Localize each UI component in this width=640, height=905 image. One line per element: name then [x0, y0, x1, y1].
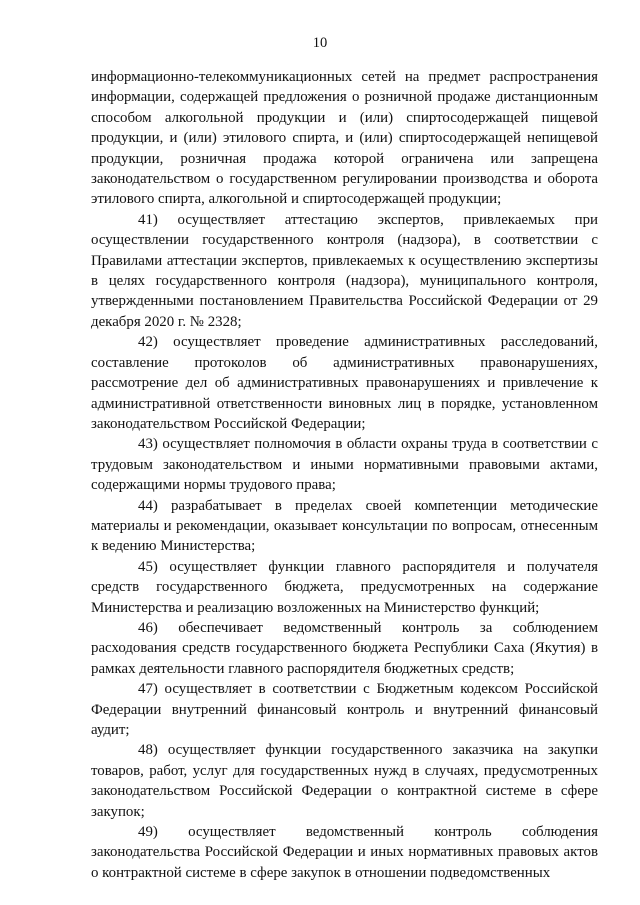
paragraph-item-43: 43) осуществляет полномочия в области охраны труда в соответствии с трудовым законодательством и иными нормативными правовыми актами, содержащими нормы трудового права;: [91, 436, 598, 494]
page-number: 10: [312, 35, 328, 51]
paragraph-item-49: 49) осуществляет ведомственный контроль соблюдения законодательства Российской Федерации и иных нормативных правовых актов о контрактной системе в сфере закупок в отношении подведомственных: [91, 824, 598, 881]
paragraph-item-42: 42) осуществляет проведение административных расследований, составление протоколов об административных правонарушениях, рассмотрение дел об административных правонарушениях и привлечение к административной ответственности виновных лиц в порядке, установленном законодательством Российской Федерации;: [91, 334, 598, 432]
paragraph-continuation: информационно-телекоммуникационных сетей на предмет распространения информации, содержащей предложения о розничной продаже дистанционным способом алкогольной продукции и (или) спиртосодержащей пищевой продукции, и (или) этилового спирта, и (или) спиртосодержащей непищевой продукции, розничная продажа которой ограничена или запрещена законодательством о государственном регулировании производства и оборота этилового спирта, алкогольной и спиртосодержащей продукции;: [91, 69, 598, 208]
paragraph-item-46: 46) обеспечивает ведомственный контроль за соблюдением расходования средств государственного бюджета Республики Саха (Якутия) в рамках деятельности главного распорядителя бюджетных средств;: [91, 619, 598, 677]
paragraph-item-48: 48) осуществляет функции государственного заказчика на закупки товаров, работ, услуг для государственных нужд в случаях, предусмотренных законодательством Российской Федерации о контрактной системе в сфере закупок;: [91, 742, 598, 820]
paragraph-item-47: 47) осуществляет в соответствии с Бюджетным кодексом Российской Федерации внутренний финансовый контроль и внутренний финансовый аудит;: [91, 681, 598, 738]
paragraph-item-45: 45) осуществляет функции главного распорядителя и получателя средств государственного бюджета, предусмотренных на содержание Министерства и реализацию возложенных на Министерство функций;: [91, 558, 598, 616]
paragraph-item-44: 44) разрабатывает в пределах своей компетенции методические материалы и рекомендации, оказывает консультации по вопросам, отнесенным к ведению Министерства;: [91, 497, 598, 555]
document-body: [91, 67, 598, 883]
paragraph-item-41: 41) осуществляет аттестацию экспертов, привлекаемых при осуществлении государственного контроля (надзора), в соответствии с Правилами аттестации экспертов, привлекаемых к осуществлению экспертизы в целях государственного контроля (надзора), муниципального контроля, утвержденными постановлением Правительства Российской Федерации от 29 декабря 2020 г. № 2328;: [91, 211, 598, 330]
